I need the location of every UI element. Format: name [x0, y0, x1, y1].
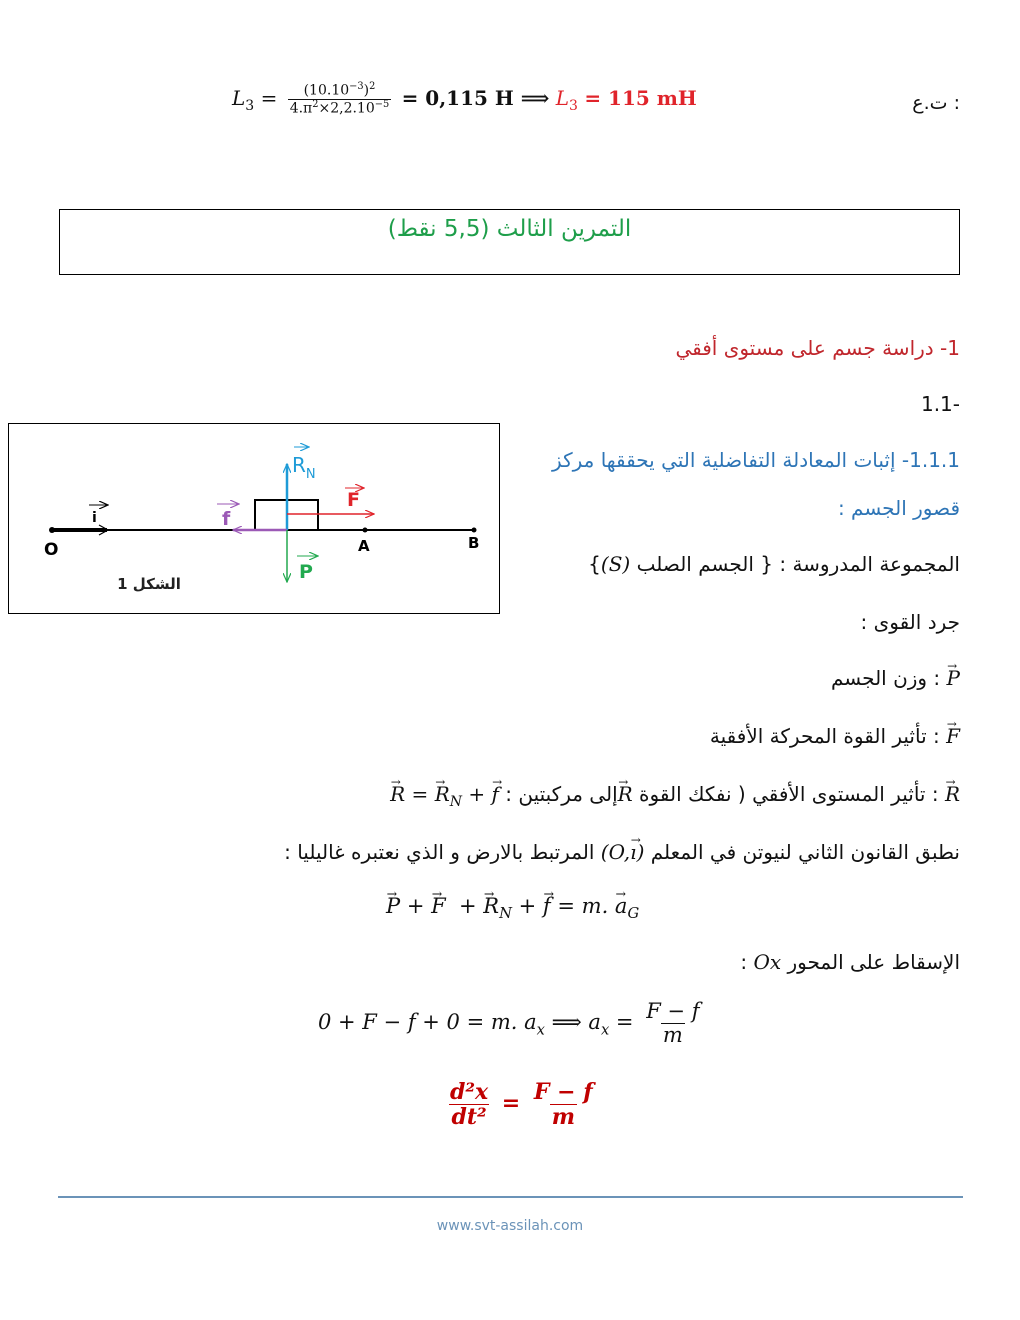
label-B: B [468, 534, 480, 552]
force-reaction: → R : تأثير المستوى الأفقي ( نفكك القوة → Rإلى مركبتين : → R = → $R_N$ + → f [390, 782, 960, 810]
label-O: O [44, 540, 59, 560]
section-1-heading: 1- دراسة جسم على مستوى أفقي [675, 336, 960, 360]
section-1-1-1-heading-cont: قصور الجسم : [837, 496, 960, 520]
system-symbol: (S) [600, 552, 631, 576]
newton-law-statement: نطبق القانون الثاني لنيوتن في المعلم (O,→ ı) المرتبط بالارض و الذي نعتبره غاليليا : [284, 840, 960, 864]
label-i: i [92, 510, 97, 526]
point-O [49, 527, 55, 533]
reference-frame: (O,→ ı) [601, 840, 645, 864]
exercise-title: التمرين الثالث (5,5 نقط) [387, 216, 632, 242]
label-RN: $R_N$ [292, 453, 316, 482]
forces-inventory-label: جرد القوى : [860, 610, 960, 634]
section-1-1-1-heading: 1.1.1- إثبات المعادلة التفاضلية التي يحققها مركز [552, 448, 960, 472]
label-P: P [299, 561, 313, 583]
inductance-equation: $L_3$ = $\frac{(10.10^{-3})^2}{4.\pi^2\times 2,2.10^{-5}}$ = 0,115 H ⟹ $L_3 = 115$ mH [232, 81, 697, 117]
label-f: f [222, 508, 231, 530]
section-1-1-heading: -1.1 [920, 392, 960, 416]
force-weight: → P : وزن الجسم [831, 666, 960, 690]
acceleration-fraction: $\frac{F - f}{m}$ [646, 999, 700, 1048]
projection-label: الإسقاط على المحور Ox : [740, 950, 960, 974]
vector-F: → F [946, 724, 960, 748]
eq-fraction [288, 82, 392, 117]
label-F: F [347, 489, 360, 511]
footer-divider [58, 1196, 963, 1198]
eq-value: = 0,115 H ⟹ [401, 86, 550, 111]
exercise-title-box [59, 209, 960, 275]
figure-diagram [9, 424, 499, 613]
eq-denominator: $4.\pi^2\times 2,2.10^{-5}$ [289, 99, 390, 117]
studied-system: المجموعة المدروسة : { الجسم الصلب (S)} [588, 552, 960, 576]
axis-symbol: Ox [753, 950, 782, 974]
differential-equation: $\frac{\text{d²x}}{\text{dt²}}$ = $\frac{F - f}{m}$ [450, 1079, 593, 1131]
vector-equation: → P + → F + → $R_N$ + → f = m. → $a_G$ [386, 894, 639, 922]
point-B [472, 528, 477, 533]
reaction-decomposition: → R = → $R_N$ + → f [390, 782, 499, 806]
eq-lhs-sub: 3 [245, 98, 255, 115]
label-A: A [358, 537, 370, 555]
eq-lhs: L [232, 86, 246, 111]
figure-1 [8, 423, 500, 614]
vector-P: → P [947, 666, 960, 690]
force-driving: → F : تأثير القوة المحركة الأفقية [710, 724, 960, 748]
result-label: : ت.ع [912, 92, 960, 114]
projection-equation: 0 + F − f + 0 = m. $a_x$ ⟹ $a_x$ = $\frac{F - f}{m}$ [318, 999, 700, 1048]
vector-R: → R [945, 782, 960, 806]
point-A [363, 528, 368, 533]
eq-numerator: $(10.10^{-3})^2$ [303, 81, 376, 99]
eq-final: $L_3 = 115$ mH [555, 86, 697, 115]
footer-website-link[interactable]: www.svt-assilah.com [436, 1218, 584, 1234]
figure-caption: الشكل 1 [117, 575, 181, 593]
